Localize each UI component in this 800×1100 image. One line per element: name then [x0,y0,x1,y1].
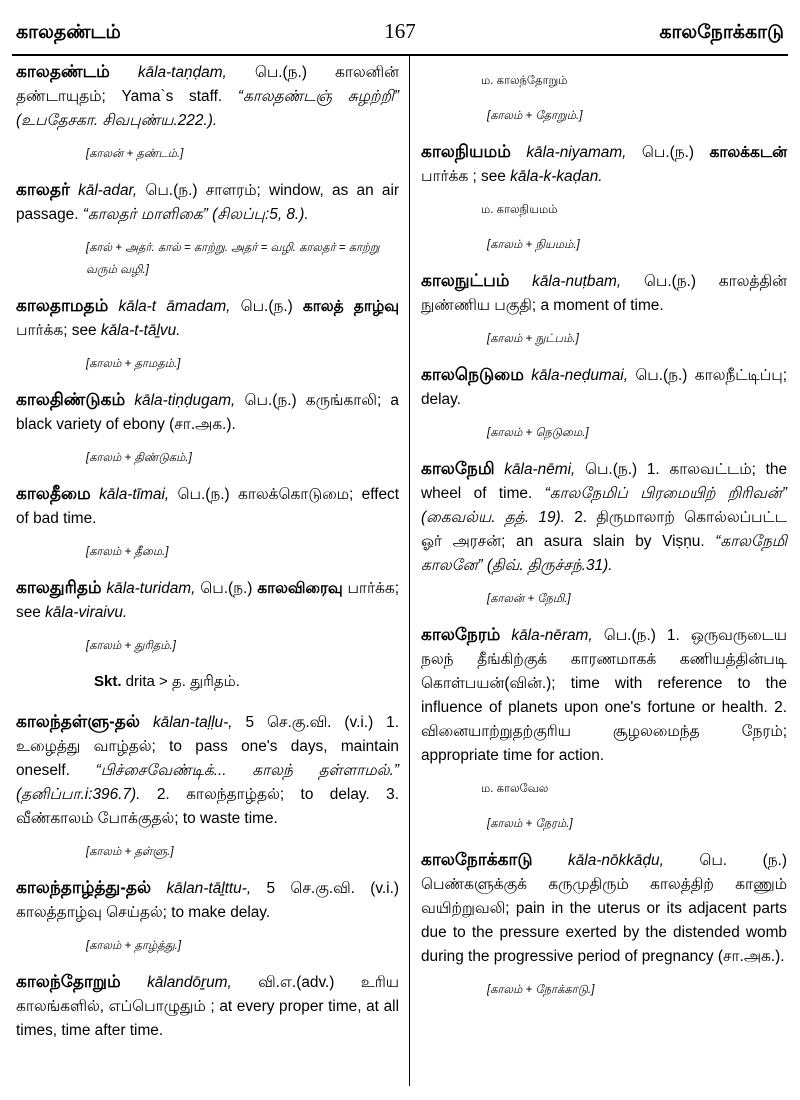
entry-headword: காலதீமை [16,484,91,503]
entry-definition: 5 செ.கு.வி. (v.i.) 1. உழைத்து வாழ்தல்; to pass one's days, maintain oneself. [16,714,400,779]
entry-headword: காலநியமம் [421,142,511,161]
dictionary-entry [421,269,787,318]
dictionary-entry [16,710,399,831]
entry-transliteration: kāla-nēram, [511,627,593,644]
dictionary-entry [16,60,399,133]
entry-definition: பெ.(ந.) காலனின் தண்டாயுதம்; Yama`s staff. [16,64,399,105]
header-rule [12,54,788,56]
entry-headword: காலந்தாழ்த்து-தல் [16,878,152,897]
dictionary-entry [16,388,399,437]
entry-transliteration: kāla-niyamam, [526,144,627,161]
entry-headword: காலதண்டம் [16,62,110,81]
dictionary-entry [421,623,787,768]
entry-headword: காலநெடுமை [421,365,524,384]
page-number: 167 [384,19,416,43]
entry-headword: காலதர் [16,180,70,199]
entry-cross-reference: காலவிரைவு [257,580,343,597]
etymology-note: [காலம் + தள்ளு.] [86,846,174,858]
entry-transliteration: kāla-nēmi, [504,461,576,478]
dictionary-entry [421,363,787,412]
entry-citation: “பிச்சைவேண்டிக்... காலந் தள்ளாமல்.” (தனிப்பா.i:396.7). [16,762,399,803]
entry-cross-reference: காலத் தாழ்வு [302,298,399,315]
entry-headword: காலநேரம் [421,625,501,644]
dictionary-entry [16,876,399,925]
dictionary-entry [16,482,399,531]
entry-definition: பெ.(ந.) சாளரம்; window, as an air passage. [16,182,399,223]
entry-transliteration: kāla-taṇḍam, [137,64,227,81]
entry-definition: பெ.(ந.) 1. காலவட்டம்; the wheel of time. [421,461,788,502]
entry-headword: காலந்தோறும் [16,972,121,991]
dictionary-entry [16,178,399,227]
entry-headword: காலந்தள்ளு-தல் [16,712,140,731]
entry-citation: “காலநேமிப் பிரமையிற் றிரிவன்” (கைவல்ய. தத். 19). [421,485,787,526]
cognate-note: ம. காலவேல [481,783,549,795]
entry-cross-reference: காலக்கடன் [709,144,787,161]
entry-transliteration: kāla-t āmadam, [118,298,231,315]
entry-citation: “காலநேமி காலனே” (திவ். திருச்சந்.31). [421,533,787,574]
etymology-note: [காலம் + நியமம்.] [487,239,580,251]
entry-cross-reference-translit: kāla-t-tāḻvu. [100,322,181,339]
right-guide-word: காலநோக்காடு [659,22,784,43]
entry-definition-cont: 2. திருமாலாற் கொல்லப்பட்ட ஓர் அரசன்; an asura slain by Viṣṇu. [421,509,787,550]
entry-definition-cont: பார்க்க; see [16,322,101,339]
entry-definition: பெ.(ந.) 1. ஒருவருடைய நலந் தீங்கிற்குக் காரணமாகக் கணியத்தின்படி கொள்பயன்(வின்.); time with reference to the influence of planets upon one's fortune or health. 2. வினையாற்றுதற்குரிய சூழலமைந்த நேரம்; appropriate time for action. [421,627,787,764]
etymology-note: [காலம் + நுட்பம்.] [487,333,579,345]
entry-citation: “காலதண்டஞ் சுழற்றி” (உபதேசகா. சிவபுண்ய.222.). [16,88,399,129]
entry-definition: பெ.(ந.) [626,144,710,161]
etymology-note: [காலம் + துரிதம்.] [86,640,176,652]
entry-transliteration: kāl-adar, [78,182,138,199]
entry-headword: காலதுரிதம் [16,578,102,597]
entry-definition: பெ.(ந.) கருங்காலி; a black variety of ebony (சா.அக.). [16,392,399,433]
etymology-note: [கால் + அதர். கால் = காற்று. அதர் = வழி. காலதர் = காற்று வரும் வழி.] [86,242,380,276]
etymology-note: [காலம் + தாழ்த்து.] [86,940,182,952]
entry-cross-reference-translit: kāla-k-kaḍan. [510,168,603,185]
entry-transliteration: kāla-tīmai, [99,486,170,503]
entry-transliteration: kāla-neḍumai, [531,367,628,384]
etymology-note: [காலன் + தண்டம்.] [86,148,184,160]
entry-headword: காலநோக்காடு [421,850,533,869]
etymology-note: [காலம் + நேரம்.] [487,818,573,830]
entry-cross-reference-translit: kāla-viraivu. [45,604,128,621]
entry-transliteration: kāla-tiṇḍugam, [134,392,236,409]
left-column [16,60,399,1047]
dictionary-entry [16,970,399,1043]
entry-transliteration: kālan-tāḻttu-, [166,880,252,897]
entry-transliteration: kālandōṟum, [147,974,232,991]
cognate-note: ம. காலநியமம் [481,204,558,216]
entry-definition: பெ.(ந.) [230,298,303,315]
etymology-note: [காலம் + திண்டுகம்.] [86,452,192,464]
entry-definition: பெ.(ந.) காலநீட்டிப்பு; delay. [421,367,787,408]
dictionary-entry [16,576,399,625]
entry-definition-cont: பார்க்க; see [16,580,399,621]
entry-citation: “காலதர் மாளிகை” (சிலப்பு:5, 8.). [82,206,309,223]
entry-transliteration: kāla-turidam, [106,580,196,597]
entry-definition: பெ.(ந.) [195,580,258,597]
entry-definition-cont: 2. காலந்தாழ்தல்; to delay. 3. வீண்காலம் போக்குதல்; to waste time. [16,786,399,827]
entry-definition: பெ.(ந.) காலத்தின் நுண்ணிய பகுதி; a moment of time. [421,273,787,314]
entry-headword: காலநேமி [421,459,495,478]
etymology-note: [காலம் + தாமதம்.] [86,358,181,370]
left-guide-word: காலதண்டம் [16,22,121,43]
entry-headword: காலநுட்பம் [421,271,510,290]
entry-transliteration: kāla-nuṭbam, [532,273,622,290]
sanskrit-origin-note [94,670,399,694]
right-column [421,60,787,1014]
etymology-note: [காலம் + நோக்காடு.] [487,984,595,996]
dictionary-entry [421,457,787,578]
cognate-note: ம. காலந்தோறும் [481,75,568,87]
tamil-form: த. துரிதம். [171,673,240,690]
dictionary-entry [421,140,787,189]
column-divider [409,56,410,1086]
sanskrit-label: Skt. [94,673,122,690]
entry-definition: 5 செ.கு.வி. (v.i.) காலத்தாழ்வு செய்தல்; to make delay. [16,880,399,921]
etymology-note: [காலம் + தோறும்.] [487,110,583,122]
entry-headword: காலதாமதம் [16,296,109,315]
entry-definition: பெ. (ந.) பெண்களுக்குக் கருமுதிரும் காலத்திற் காணும் வயிற்றுவலி; pain in the uterus or its adjacent parts due to the pressure exerted by the distended womb during the progressive period of pregnancy (சா.அக.). [421,852,787,965]
dictionary-entry [16,294,399,343]
sanskrit-word: drita > [121,673,172,690]
etymology-note: [காலம் + தீமை.] [86,546,169,558]
page-header [0,0,800,58]
entry-definition: வி.எ.(adv.) உரிய காலங்களில், எப்பொழுதும் ; at every proper time, at all times, time after time. [16,974,399,1039]
entry-definition: பெ.(ந.) காலக்கொடுமை; effect of bad time. [16,486,400,527]
entry-definition-cont: பார்க்க ; see [421,168,511,185]
etymology-note: [காலம் + நெடுமை.] [487,427,589,439]
entry-transliteration: kāla-nōkkāḍu, [568,852,664,869]
dictionary-entry [421,848,787,969]
entry-headword: காலதிண்டுகம் [16,390,126,409]
entry-transliteration: kālan-taḷḷu-, [152,714,233,731]
etymology-note: [காலன் + நேமி.] [487,593,571,605]
